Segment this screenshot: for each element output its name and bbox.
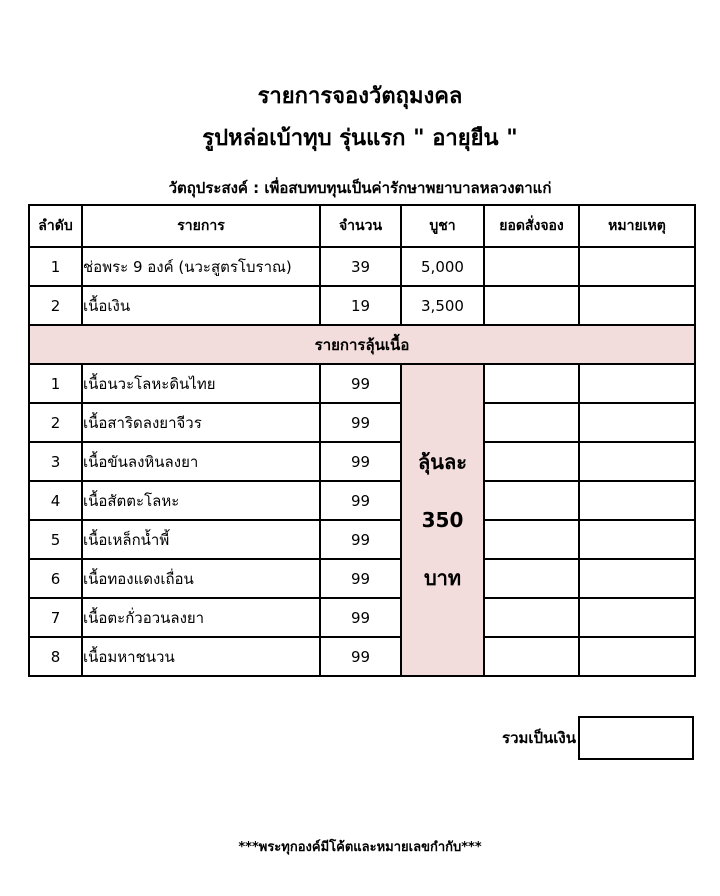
table-row — [29, 403, 695, 442]
note-cell[interactable] — [579, 403, 695, 442]
note-cell[interactable] — [579, 286, 695, 325]
row-no: 4 — [29, 481, 82, 520]
row-qty: 99 — [320, 403, 401, 442]
table-row — [29, 481, 695, 520]
table-row — [29, 598, 695, 637]
row-no: 6 — [29, 559, 82, 598]
row-no: 1 — [29, 247, 82, 286]
order-cell[interactable] — [484, 598, 579, 637]
row-no: 7 — [29, 598, 82, 637]
note-cell[interactable] — [579, 598, 695, 637]
row-name: เนื้อทองแดงเถื่อน — [82, 559, 320, 598]
lottery-price-cell — [401, 364, 484, 676]
row-qty: 99 — [320, 598, 401, 637]
order-table — [28, 204, 696, 677]
header-qty: จำนวน — [320, 205, 401, 247]
row-qty: 99 — [320, 481, 401, 520]
lottery-price-line1: ลุ้นละ — [418, 450, 467, 474]
row-name: เนื้อมหาชนวน — [82, 637, 320, 676]
row-name: เนื้อตะกั่วอวนลงยา — [82, 598, 320, 637]
row-name: เนื้อเงิน — [82, 286, 320, 325]
order-cell[interactable] — [484, 286, 579, 325]
row-no: 5 — [29, 520, 82, 559]
table-row — [29, 520, 695, 559]
total-amount-box[interactable] — [578, 716, 694, 760]
title-line-1: รายการจองวัตถุมงคล — [257, 84, 463, 109]
header-price: บูชา — [401, 205, 484, 247]
note-cell[interactable] — [579, 364, 695, 403]
note-cell[interactable] — [579, 247, 695, 286]
header-no: ลำดับ — [29, 205, 82, 247]
purpose-text: วัตถุประสงค์ : เพื่อสบทบทุนเป็นค่ารักษาพยาบาลหลวงตาแก่ — [168, 179, 552, 197]
table-row — [29, 559, 695, 598]
section-row — [29, 325, 695, 364]
row-no: 8 — [29, 637, 82, 676]
row-name: เนื้อสัตตะโลหะ — [82, 481, 320, 520]
order-cell[interactable] — [484, 559, 579, 598]
note-cell[interactable] — [579, 520, 695, 559]
row-qty: 39 — [320, 247, 401, 286]
lottery-price-line2: 350 — [421, 508, 464, 532]
row-qty: 99 — [320, 637, 401, 676]
row-price: 3,500 — [401, 286, 484, 325]
table-row — [29, 286, 695, 325]
row-qty: 99 — [320, 559, 401, 598]
row-no: 1 — [29, 364, 82, 403]
order-cell[interactable] — [484, 442, 579, 481]
row-qty: 99 — [320, 364, 401, 403]
table-row — [29, 364, 695, 403]
table-header-row — [29, 205, 695, 247]
row-qty: 99 — [320, 520, 401, 559]
table-row — [29, 247, 695, 286]
order-cell[interactable] — [484, 481, 579, 520]
row-name: ช่อพระ 9 องค์ (นวะสูตรโบราณ) — [82, 247, 320, 286]
note-cell[interactable] — [579, 637, 695, 676]
row-qty: 19 — [320, 286, 401, 325]
header-item: รายการ — [82, 205, 320, 247]
table-row — [29, 442, 695, 481]
order-cell[interactable] — [484, 403, 579, 442]
row-no: 2 — [29, 403, 82, 442]
row-name: เนื้อสาริดลงยาจีวร — [82, 403, 320, 442]
order-cell[interactable] — [484, 637, 579, 676]
footer-note: ***พระทุกองค์มีโค้ตและหมายเลขกำกับ*** — [238, 840, 482, 855]
row-name: เนื้อขันลงหินลงยา — [82, 442, 320, 481]
order-cell[interactable] — [484, 247, 579, 286]
row-no: 2 — [29, 286, 82, 325]
title-line-2: รูปหล่อเบ้าทุบ รุ่นแรก " อายุยืน " — [202, 126, 518, 151]
note-cell[interactable] — [579, 442, 695, 481]
order-cell[interactable] — [484, 520, 579, 559]
row-name: เนื้อนวะโลหะดินไทย — [82, 364, 320, 403]
total-row — [28, 716, 694, 760]
header-note: หมายเหตุ — [579, 205, 695, 247]
header-order: ยอดสั่งจอง — [484, 205, 579, 247]
row-name: เนื้อเหล็กน้ำพี้ — [82, 520, 320, 559]
total-label: รวมเป็นเงิน — [502, 729, 576, 747]
table-row — [29, 637, 695, 676]
order-cell[interactable] — [484, 364, 579, 403]
note-cell[interactable] — [579, 481, 695, 520]
row-price: 5,000 — [401, 247, 484, 286]
row-no: 3 — [29, 442, 82, 481]
section-title: รายการลุ้นเนื้อ — [29, 325, 695, 364]
row-qty: 99 — [320, 442, 401, 481]
note-cell[interactable] — [579, 559, 695, 598]
lottery-price-line3: บาท — [423, 566, 462, 590]
